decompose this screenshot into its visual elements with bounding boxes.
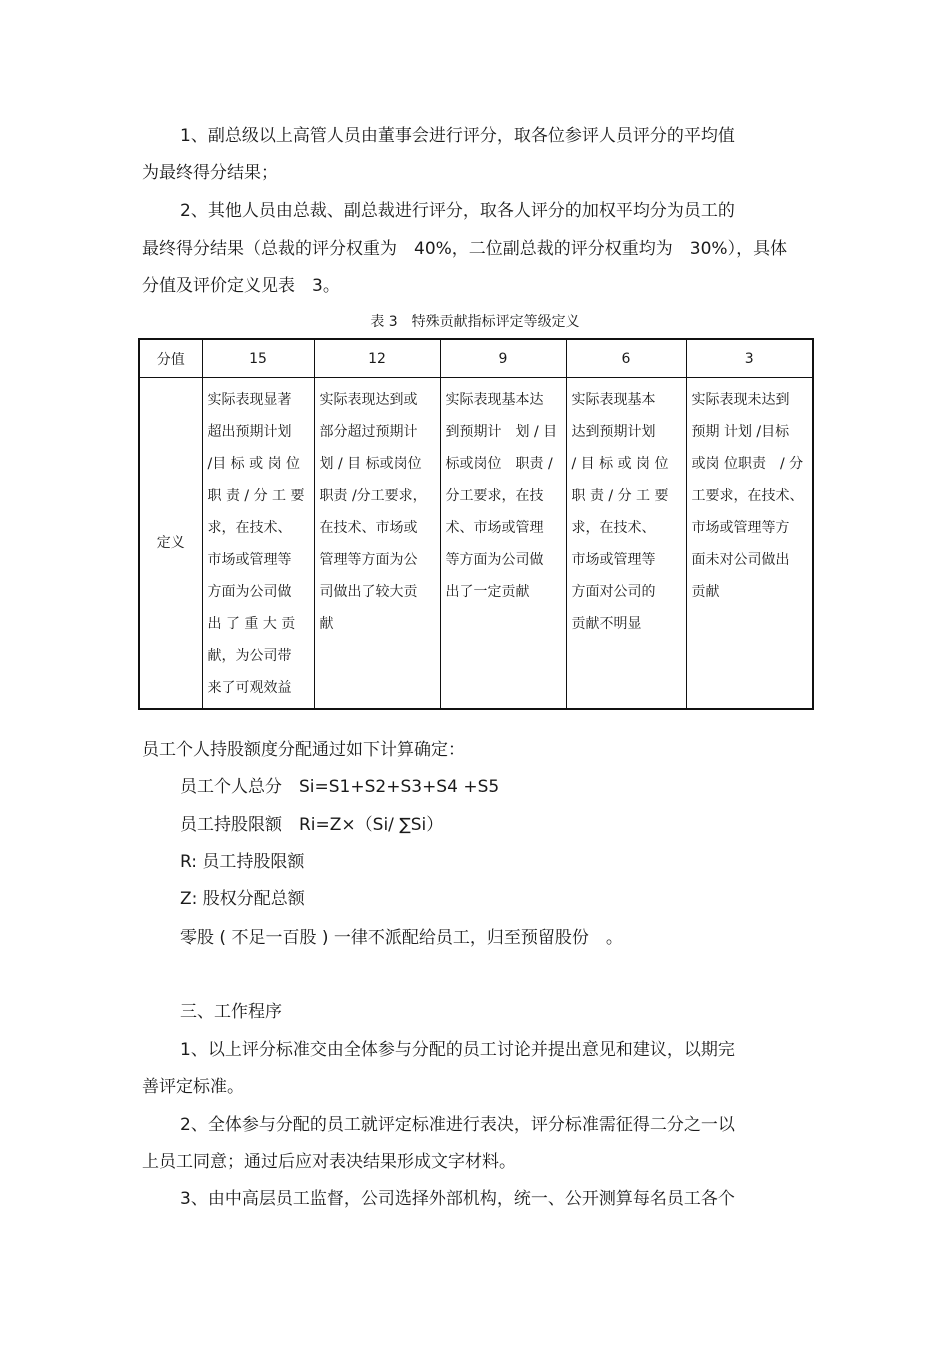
formula-total-score: 员工个人总分 Si=S1+S2+S3+S4 +S5 — [180, 777, 500, 797]
score-header-label: 分值 — [139, 339, 202, 378]
definition-cell — [202, 378, 314, 710]
definition-row — [139, 378, 813, 710]
score-cell: 3 — [686, 339, 813, 378]
formula-intro: 员工个人持股额度分配通过如下计算确定： — [142, 740, 465, 760]
definition-text: 实际表现基本达 到预期计 划 / 目 标或岗位 职责 / 分工要求，在技 术、市场或管理 等方面为公司做 出了一定贡献 — [445, 392, 558, 600]
score-cell: 6 — [566, 339, 686, 378]
definition-cell — [686, 378, 813, 710]
definition-row-label: 定义 — [139, 378, 202, 710]
paragraph-1-line-1: 1、副总级以上高管人员由董事会进行评分，取各位参评人员评分的平均值 — [180, 126, 735, 146]
definition-cell — [314, 378, 440, 710]
definition-cell — [440, 378, 566, 710]
paragraph-2-line-1: 2、其他人员由总裁、副总裁进行评分，取各人评分的加权平均分为员工的 — [180, 201, 735, 221]
grade-definition-table — [138, 338, 814, 710]
procedure-2-line-2: 上员工同意；通过后应对表决结果形成文字材料。 — [142, 1152, 516, 1172]
score-cell: 15 — [202, 339, 314, 378]
paragraph-1-line-2: 为最终得分结果； — [142, 163, 278, 183]
definition-cell — [566, 378, 686, 710]
score-cell: 9 — [440, 339, 566, 378]
procedure-3-line-1: 3、由中高层员工监督，公司选择外部机构，统一、公开测算每名员工各个 — [180, 1189, 735, 1209]
odd-lot-rule: 零股 ( 不足一百股 ) 一律不派配给员工，归至预留股份 。 — [180, 928, 623, 948]
definition-text: 实际表现达到或 部分超过预期计 划 / 目 标或岗位 职责 /分工要求， 在技术、市场或 管理等方面为公 司做出了较大贡 献 — [319, 392, 427, 632]
formula-holding-limit: 员工持股限额 Ri=Z×（Si/ ∑Si） — [180, 815, 444, 835]
score-cell: 12 — [314, 339, 440, 378]
definition-text: 实际表现未达到 预期 计划 /目标 或岗 位职责 / 分 工要求，在技术、 市场或管理等方 面未对公司做出 贡献 — [691, 392, 804, 600]
score-row — [139, 339, 813, 378]
paragraph-2-line-3: 分值及评价定义见表 3。 — [142, 276, 340, 296]
paragraph-2-line-2: 最终得分结果（总裁的评分权重为 40%，二位副总裁的评分权重均为 30%），具体 — [142, 239, 788, 259]
table-caption: 表 3 特殊贡献指标评定等级定义 — [370, 314, 580, 330]
definition-text: 实际表现基本 达到预期计划 / 目 标 或 岗 位 职 责 / 分 工 要 求，在技术、 市场或管理等 方面对公司的 贡献不明显 — [571, 392, 669, 632]
procedure-1-line-1: 1、以上评分标准交由全体参与分配的员工讨论并提出意见和建议，以期完 — [180, 1040, 735, 1060]
definition-text: 实际表现显著 超出预期计划 /目 标 或 岗 位 职 责 / 分 工 要 求，在技术、 市场或管理等 方面为公司做 出 了 重 大 贡 献，为公司带 来了可观效益 — [207, 392, 305, 696]
procedure-2-line-1: 2、全体参与分配的员工就评定标准进行表决，评分标准需征得二分之一以 — [180, 1115, 735, 1135]
definition-z: Z: 股权分配总额 — [180, 889, 305, 909]
definition-r: R: 员工持股限额 — [180, 852, 305, 872]
procedure-1-line-2: 善评定标准。 — [142, 1077, 244, 1097]
section-heading: 三、工作程序 — [180, 1002, 282, 1022]
